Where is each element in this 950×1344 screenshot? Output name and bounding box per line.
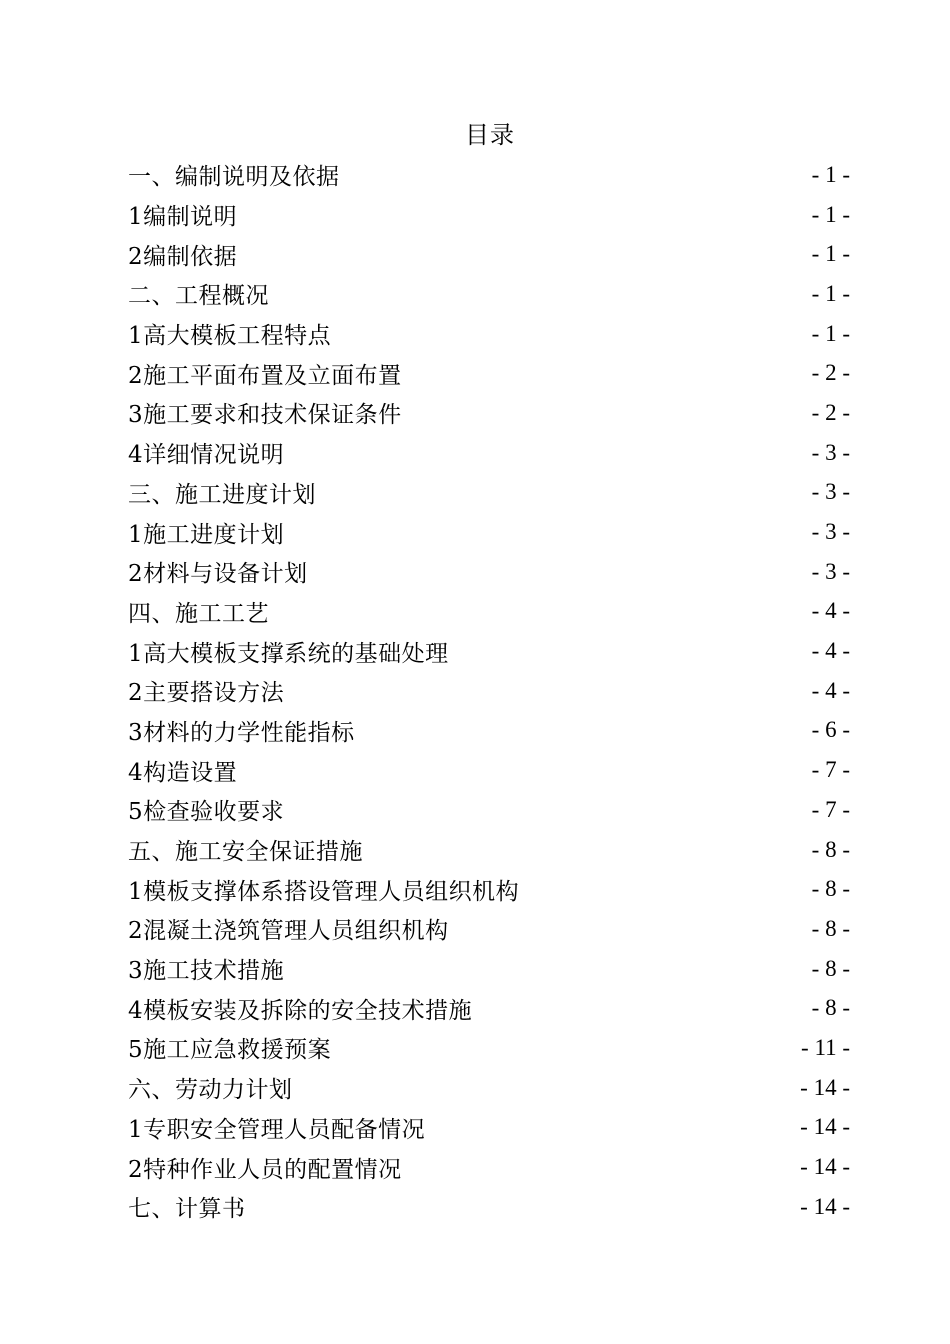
toc-entry-page-number: - 3 -: [811, 519, 850, 545]
toc-entry[interactable]: [128, 790, 850, 830]
toc-entry[interactable]: [128, 393, 850, 433]
toc-entry[interactable]: [128, 750, 850, 790]
toc-entry-label: 一、编制说明及依据: [128, 164, 340, 191]
toc-entry-page-number: - 11 -: [801, 1034, 850, 1060]
toc-entry-page-number: - 14 -: [800, 1154, 850, 1180]
toc-entry[interactable]: [128, 631, 850, 671]
toc-entry-label: 1专职安全管理人员配备情况: [128, 1116, 426, 1143]
toc-entry-label: 2施工平面布置及立面布置: [128, 362, 402, 389]
toc-entry-page-number: - 6 -: [811, 717, 850, 743]
toc-entry-page-number: - 1 -: [811, 320, 850, 346]
toc-entry[interactable]: [128, 988, 850, 1028]
toc-entry[interactable]: [128, 1147, 850, 1187]
toc-entry-label: 5施工应急救援预案: [128, 1037, 332, 1064]
toc-entry-label: 二、工程概况: [128, 283, 269, 310]
toc-entry-label: 3材料的力学性能指标: [128, 719, 355, 746]
toc-entry-label: 六、劳动力计划: [128, 1077, 293, 1104]
toc-entry[interactable]: [128, 1068, 850, 1108]
toc-entry-label: 2特种作业人员的配置情况: [128, 1156, 402, 1183]
toc-entry-page-number: - 4 -: [811, 598, 850, 624]
toc-entry-page-number: - 14 -: [800, 1074, 850, 1100]
toc-entry[interactable]: [128, 869, 850, 909]
toc-entry-label: 1编制说明: [128, 204, 238, 231]
toc-entry[interactable]: [128, 711, 850, 751]
toc-entry-label: 4构造设置: [128, 759, 238, 786]
toc-entry-page-number: - 1 -: [811, 161, 850, 187]
toc-entry-label: 2混凝土浇筑管理人员组织机构: [128, 918, 449, 945]
toc-entry-label: 5检查验收要求: [128, 799, 285, 826]
toc-entry-label: 4详细情况说明: [128, 442, 285, 469]
toc-entry-label: 3施工要求和技术保证条件: [128, 402, 402, 429]
toc-entry-page-number: - 8 -: [811, 836, 850, 862]
toc-list: [128, 155, 850, 1227]
toc-entry-page-number: - 1 -: [811, 241, 850, 267]
toc-entry[interactable]: [128, 830, 850, 870]
toc-entry-page-number: - 14 -: [800, 1193, 850, 1219]
toc-entry-page-number: - 7 -: [811, 757, 850, 783]
toc-entry-page-number: - 3 -: [811, 479, 850, 505]
toc-entry[interactable]: [128, 949, 850, 989]
toc-entry-label: 4模板安装及拆除的安全技术措施: [128, 997, 473, 1024]
toc-entry[interactable]: [128, 353, 850, 393]
toc-entry-page-number: - 14 -: [800, 1114, 850, 1140]
toc-entry[interactable]: [128, 671, 850, 711]
toc-entry[interactable]: [128, 314, 850, 354]
toc-entry-page-number: - 8 -: [811, 876, 850, 902]
toc-entry[interactable]: [128, 552, 850, 592]
toc-entry[interactable]: [128, 473, 850, 513]
toc-entry-page-number: - 2 -: [811, 360, 850, 386]
toc-entry[interactable]: [128, 592, 850, 632]
toc-entry-page-number: - 1 -: [811, 280, 850, 306]
toc-entry-label: 1高大模板支撑系统的基础处理: [128, 640, 449, 667]
toc-entry-page-number: - 4 -: [811, 638, 850, 664]
toc-entry-label: 2主要搭设方法: [128, 680, 285, 707]
toc-entry-label: 1高大模板工程特点: [128, 323, 332, 350]
toc-entry[interactable]: [128, 234, 850, 274]
toc-entry[interactable]: [128, 155, 850, 195]
toc-entry[interactable]: [128, 909, 850, 949]
toc-title: 目录: [465, 121, 515, 149]
toc-entry-label: 四、施工工艺: [128, 600, 269, 627]
toc-entry-label: 三、施工进度计划: [128, 481, 316, 508]
toc-entry-label: 七、计算书: [128, 1196, 246, 1223]
toc-entry-page-number: - 8 -: [811, 915, 850, 941]
toc-entry[interactable]: [128, 1028, 850, 1068]
toc-entry-label: 五、施工安全保证措施: [128, 839, 363, 866]
toc-entry[interactable]: [128, 274, 850, 314]
toc-entry[interactable]: [128, 1108, 850, 1148]
toc-entry-page-number: - 3 -: [811, 439, 850, 465]
toc-entry-label: 3施工技术措施: [128, 958, 285, 985]
toc-entry-page-number: - 1 -: [811, 201, 850, 227]
toc-entry-label: 2材料与设备计划: [128, 561, 308, 588]
toc-entry-page-number: - 2 -: [811, 399, 850, 425]
toc-entry[interactable]: [128, 1187, 850, 1227]
toc-entry-page-number: - 3 -: [811, 558, 850, 584]
toc-entry-page-number: - 4 -: [811, 677, 850, 703]
toc-entry-page-number: - 8 -: [811, 995, 850, 1021]
toc-entry-page-number: - 7 -: [811, 796, 850, 822]
toc-entry-page-number: - 8 -: [811, 955, 850, 981]
toc-entry-label: 1施工进度计划: [128, 521, 285, 548]
toc-entry[interactable]: [128, 512, 850, 552]
toc-entry-label: 1模板支撑体系搭设管理人员组织机构: [128, 878, 520, 905]
toc-entry[interactable]: [128, 433, 850, 473]
toc-entry-label: 2编制依据: [128, 243, 238, 270]
toc-entry[interactable]: [128, 195, 850, 235]
